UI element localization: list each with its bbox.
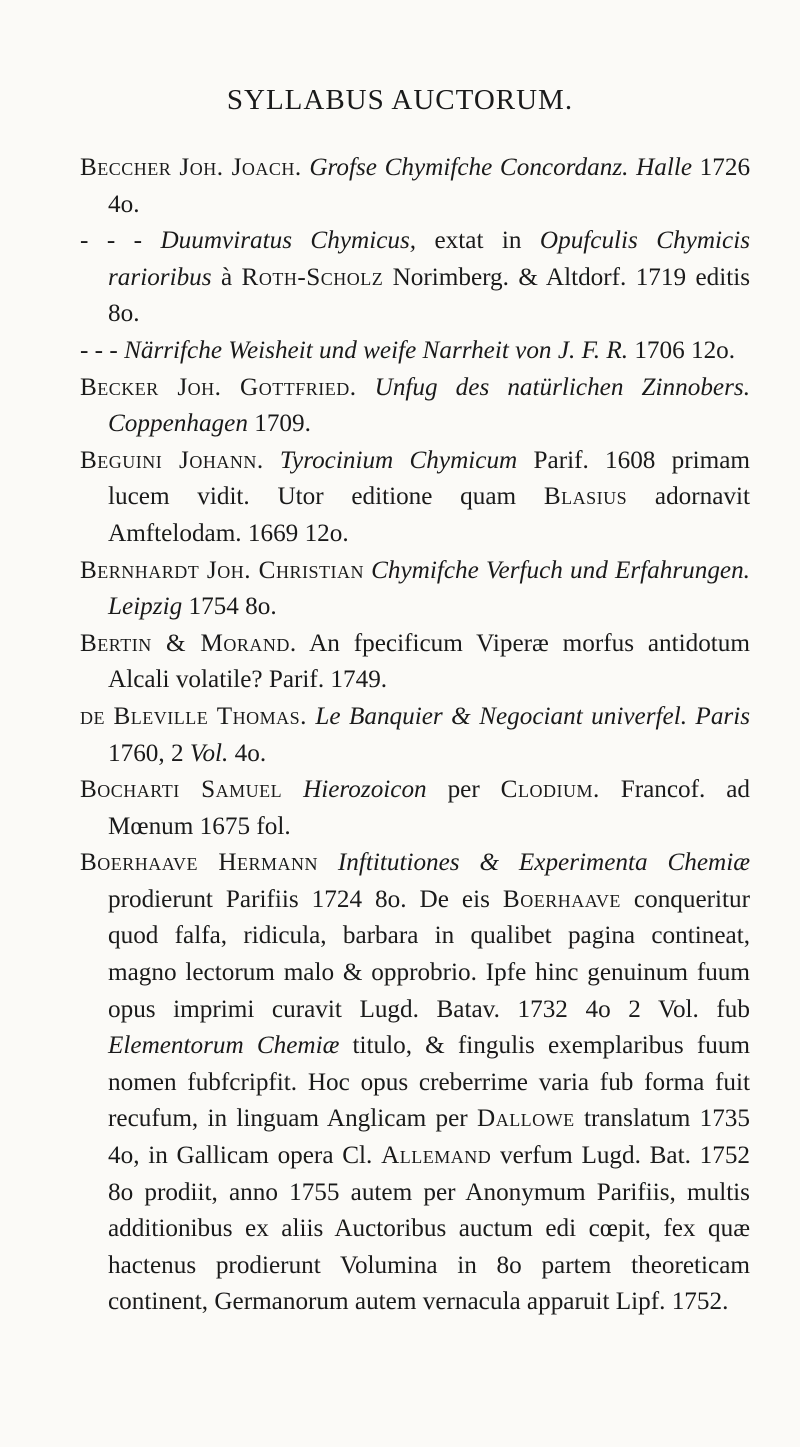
entry-imprint: 1726 4o. (108, 154, 751, 218)
entry-place: Halle (636, 154, 693, 181)
entry-text: Francof. ad Mœnum 1675 fol. (108, 776, 751, 840)
entry-author: Beccher Joh. Joach. (80, 154, 302, 181)
entry-text: translatum 1735 4o, in Gallicam opera Cl. (108, 1105, 750, 1170)
entry-text: prodierunt Parifiis 1724 8o. De eis (108, 885, 490, 913)
bibliography-list (80, 150, 750, 1321)
entry-person: Roth-Scholz (241, 263, 384, 291)
entry-boerhaave (80, 845, 750, 1321)
entry-vol: Vol. (189, 739, 229, 767)
entry-beccher-duumviratus (80, 223, 750, 333)
entry-title: Duumviratus Chymicus, (160, 227, 417, 255)
entry-text: extat in (434, 227, 522, 255)
entry-author: Boerhaave Hermann (80, 849, 319, 877)
entry-imprint: 1709. (254, 410, 311, 438)
entry-work: Elementorum Chemiæ (108, 1032, 340, 1060)
entry-person: Boerhaave (502, 885, 621, 913)
entry-bernhardt (80, 553, 750, 626)
entry-dash: - - - (80, 227, 143, 255)
entry-author: Beguini Johann. (80, 446, 264, 474)
entry-title: Unfug des natürlichen Zinnobers. Coppenhagen (108, 373, 750, 438)
entry-text: conqueritur quod falfa, ridicula, barbara in qualibet pagina contineat, magno lectorum malo & opprobrio. Ipfe hinc genuinum fuum opus imprimi curavit Lugd. Batav. 1732 4o 2 Vol. fub (108, 885, 751, 1023)
entry-author: Bleville Thomas. (113, 702, 307, 730)
entry-person: Blasius (543, 483, 628, 511)
entry-text: Norimberg. & Altdorf. 1719 editis 8o. (108, 263, 751, 328)
entry-beccher-narrheit (80, 333, 750, 370)
entry-title: Tyrocinium Chymicum (279, 446, 518, 474)
entry-text: per (447, 776, 480, 804)
entry-bleville (80, 699, 750, 772)
entry-bocharti (80, 772, 750, 845)
entry-title: Inftitutiones & Experimenta Chemiæ (337, 849, 751, 877)
entry-title: Hierozoicon (303, 776, 427, 804)
entry-person: Clodium. (500, 776, 600, 804)
entry-text: 4o. (234, 739, 267, 767)
entry-person: Dallowe (477, 1105, 575, 1133)
entry-author: Bernhardt Joh. Christian (80, 556, 364, 584)
entry-dash: - - - (80, 336, 118, 364)
running-head: SYLLABUS AUCTORUM. (226, 84, 574, 116)
entry-imprint: 1706 12o. (634, 336, 736, 364)
entry-beguini (80, 443, 750, 553)
entry-text: titulo, & fingulis exemplaribus fuum nomen fubfcripfit. Hoc opus creberrime varia fub forma fuit recufum, in linguam Anglicam per (108, 1032, 750, 1133)
entry-author: Becker Joh. Gottfried. (80, 373, 357, 401)
entry-person: Allemand (381, 1142, 492, 1170)
entry-title: Närrifche Weisheit und weife Narrheit von J. F. R. (124, 336, 629, 364)
entry-bertin (80, 626, 750, 699)
entry-text: An fpecificum Viperæ morfus antidotum Alcali volatile? Parif. 1749. (108, 629, 750, 694)
entry-title: Chymifche Verfuch und Erfahrungen. Leipzig (108, 556, 750, 621)
entry-title: Grofse Chymifche Concordanz. (309, 154, 629, 181)
entry-text: Parif. 1608 primam lucem vidit. Utor editione quam (108, 446, 751, 511)
entry-text: adornavit Amftelodam. 1669 12o. (108, 483, 751, 547)
entry-author: Bertin & Morand. (80, 629, 297, 657)
entry-prefix: de (80, 702, 105, 730)
entry-text: à (220, 263, 233, 291)
entry-text: verfum Lugd. Bat. 1752 8o prodiit, anno 1755 autem per Anonymum Parifiis, multis additionibus ex aliis Auctoribus auctum edi cœpit, fex quæ hactenus prodierunt Volumina in 8o partem theoreticam continent, Germanorum autem vernacula apparuit Lipf. 1752. (108, 1142, 751, 1316)
entry-beccher (80, 150, 750, 223)
entry-work: Opufculis Chymicis rarioribus (108, 227, 751, 291)
entry-becker (80, 370, 750, 443)
entry-text: 1760, 2 (108, 739, 184, 767)
entry-author: Bocharti Samuel (80, 776, 283, 804)
entry-imprint: 1754 8o. (188, 593, 277, 621)
entry-title: Le Banquier & Negociant univerfel. Paris (315, 702, 751, 730)
